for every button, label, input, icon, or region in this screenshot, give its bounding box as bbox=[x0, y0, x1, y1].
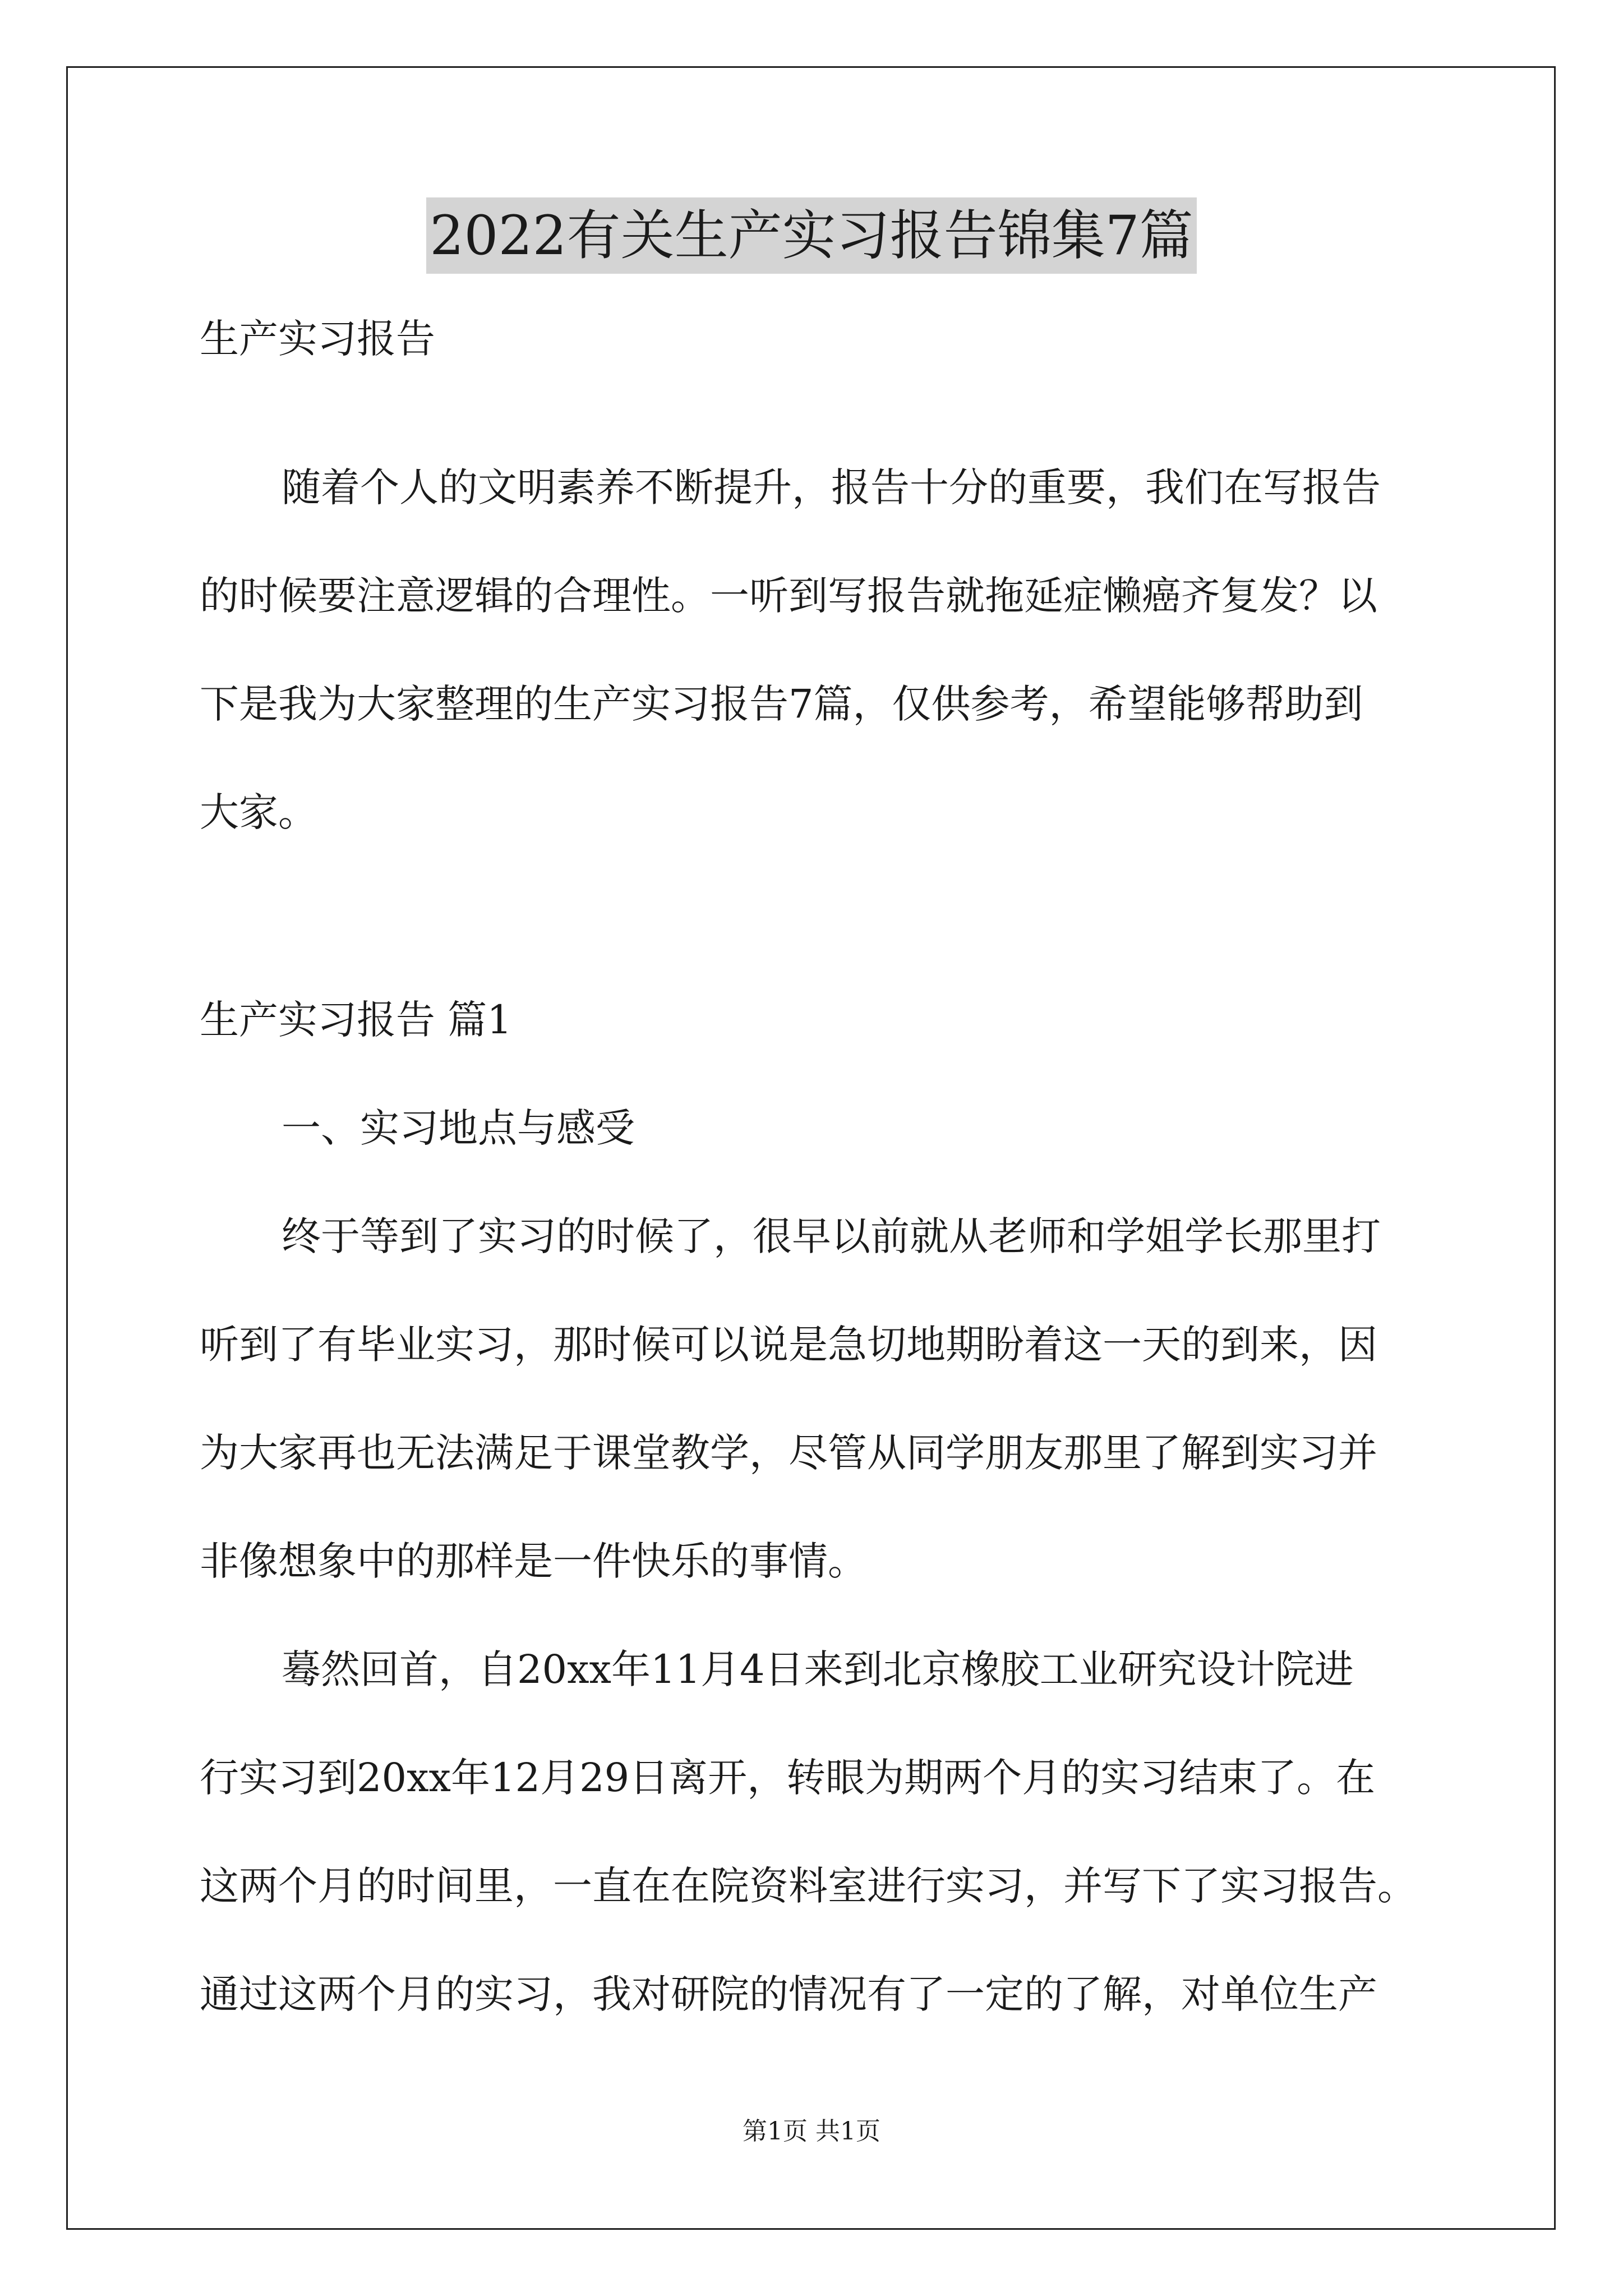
intro-line: 的时候要注意逻辑的合理性。一听到写报告就拖延症懒癌齐复发？以 bbox=[200, 573, 1377, 619]
intro-line: 大家。 bbox=[200, 789, 317, 835]
subheading: 一、实习地点与感受 bbox=[282, 1105, 635, 1151]
paragraph-line: 为大家再也无法满足于课堂教学，尽管从同学朋友那里了解到实习并 bbox=[200, 1430, 1377, 1476]
paragraph-line: 蓦然回首，自20xx年11月4日来到北京橡胶工业研究设计院进 bbox=[282, 1646, 1354, 1692]
paragraph-line: 听到了有毕业实习，那时候可以说是急切地期盼着这一天的到来，因 bbox=[200, 1322, 1377, 1368]
intro-heading: 生产实习报告 bbox=[200, 316, 435, 362]
document-title: 2022有关生产实习报告锦集7篇 bbox=[426, 197, 1196, 274]
paragraph-line: 非像想象中的那样是一件快乐的事情。 bbox=[200, 1538, 867, 1584]
paragraph-line: 终于等到了实习的时候了，很早以前就从老师和学姐学长那里打 bbox=[282, 1213, 1381, 1259]
intro-line: 下是我为大家整理的生产实习报告7篇，仅供参考，希望能够帮助到 bbox=[200, 681, 1363, 727]
paragraph-line: 这两个月的时间里，一直在在院资料室进行实习，并写下了实习报告。 bbox=[200, 1863, 1417, 1909]
title-container bbox=[0, 197, 1623, 274]
intro-line: 随着个人的文明素养不断提升，报告十分的重要，我们在写报告 bbox=[282, 464, 1381, 510]
section-heading: 生产实习报告 篇1 bbox=[200, 997, 512, 1043]
paragraph-line: 通过这两个月的实习，我对研院的情况有了一定的了解，对单位生产 bbox=[200, 1971, 1377, 2017]
paragraph-line: 行实习到20xx年12月29日离开，转眼为期两个月的实习结束了。在 bbox=[200, 1755, 1376, 1801]
page-footer: 第1页 共1页 bbox=[743, 2117, 880, 2146]
